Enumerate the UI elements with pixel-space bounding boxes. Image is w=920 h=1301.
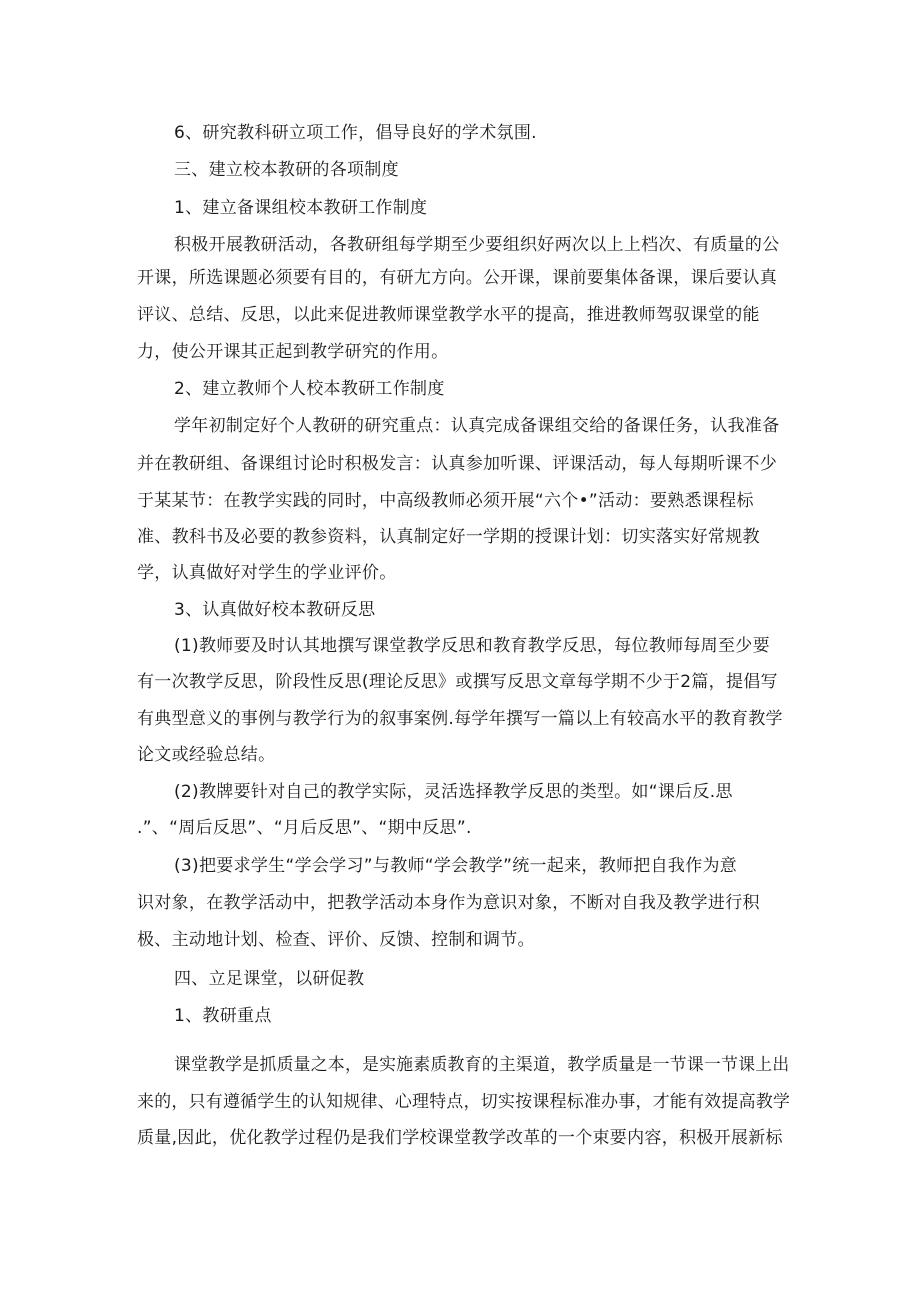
subsection-heading: 3、认真做好校本教研反思 (174, 600, 376, 620)
text-line: 论文或经验总结。 (137, 745, 276, 765)
text-line: (1)教师要及时认其地撰写课堂教学反思和教育教学反思，每位教师每周至少要 (174, 636, 770, 656)
subsection-heading: 1、建立备课组校本教研工作制度 (174, 198, 428, 218)
subsection-heading: 2、建立教师个人校本教研工作制度 (174, 379, 445, 399)
subsection-heading: 1、教研重点 (174, 1006, 272, 1026)
text-line: 极、主动地计划、检查、评价、反馈、控制和调节。 (137, 930, 535, 950)
text-line: 力，使公开课其正起到教学研究的作用。 (137, 342, 449, 362)
text-line: 学，认真做好对学生的学业评价。 (137, 563, 397, 583)
text-line: 有典型意义的事例与教学行为的叙事案例.每学年撰写一篇以上有较高水平的教育教学 (137, 709, 783, 729)
text-line: 积极开展教研活动，各教研组每学期至少要组织好两次以上上档次、有质量的公 (174, 235, 780, 255)
text-line: (2)教牌要针对自己的教学实际，灵活选择教学反思的类型。如“课后反.思 (174, 782, 733, 802)
text-line: 学年初制定好个人教研的研究重点：认真完成备课组交给的备课任务，认我准备 (174, 416, 780, 436)
text-line: 准、教科书及必要的教参资料，认真制定好一学期的授课计划：切实落实好常规教 (137, 527, 760, 547)
section-heading: 三、建立校本教研的各项制度 (174, 160, 399, 180)
text-line: 开课，所选课题必须要有目的，有研尢方向。公开课，课前要集体备课，课后要认真 (137, 268, 778, 288)
text-line: 质量,因此，优化教学过程仍是我们学校课堂教学改革的一个束要内容，积极开展新标 (137, 1128, 783, 1148)
text-line: .”、“周后反思”、“月后反思”、“期中反思”. (137, 818, 472, 838)
section-heading: 四、立足课堂，以研促教 (174, 969, 365, 989)
text-line: 识对象，在教学活动中，把教学活动本身作为意识对象，不断对自我及教学进行积 (137, 893, 760, 913)
text-line: 评议、总结、反思，以此来促进教师课堂教学水平的提高，推进教师驾驭课堂的能 (137, 305, 760, 325)
text-line: 于某某节：在教学实践的同时，中高级教师必须开展“六个•”活动：要熟悉课程标 (137, 491, 754, 511)
text-line: (3)把要求学生“学会学习”与教师“学会教学”统一起来，教师把自我作为意 (174, 856, 738, 876)
text-line: 6、研究教科研立项工作，倡导良好的学术氛围. (174, 123, 537, 143)
text-line: 有一次教学反思，阶段性反思(理论反思》或撰写反思文章每学期不少于2篇，提倡写 (137, 672, 778, 692)
text-line: 来的，只有遵循学生的认知规律、心理特点，切实按课程标准办事，才能有效提高教学 (137, 1091, 791, 1111)
text-line: 课堂教学是抓质量之本，是实施素质教育的主渠道，教学质量是一节课一节课上出 (174, 1054, 790, 1074)
text-line: 并在教研组、备课组讨论时积极发言：认真参加听课、评课活动，每人每期听课不少 (137, 454, 778, 474)
